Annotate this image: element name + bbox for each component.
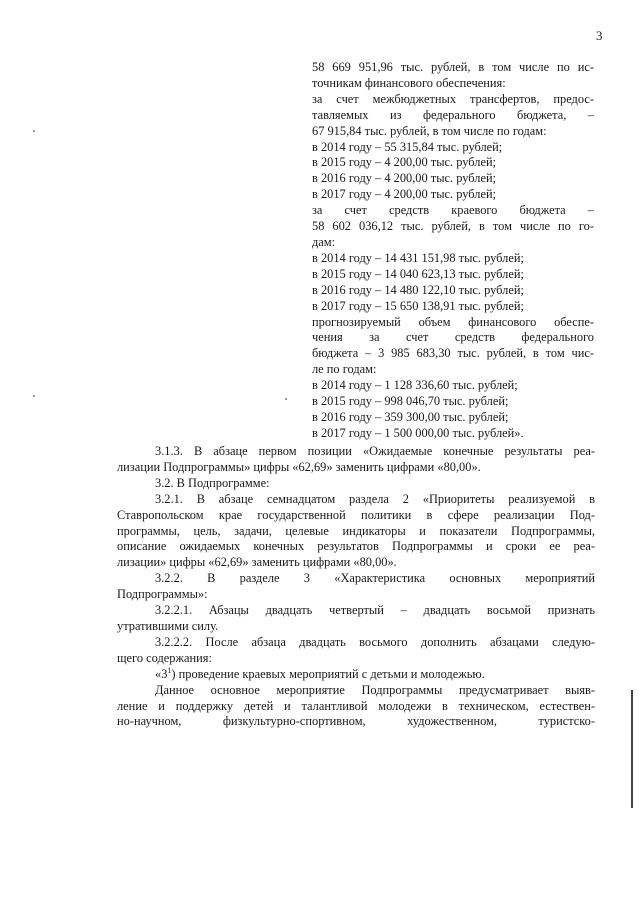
text-line: ление и поддержку детей и талантливой молодежи в техническом, естествен-: [117, 698, 595, 713]
paragraph-description: [117, 683, 595, 731]
budget-line: прогнозируемый объем финансового обеспе-: [312, 314, 594, 329]
scan-speck: [33, 395, 35, 397]
budget-line: точникам финансового обеспечения:: [312, 75, 506, 90]
budget-line: за счет средств краевого бюджета –: [312, 203, 594, 218]
budget-line: дам:: [312, 234, 336, 249]
paragraph-item-3-1: [117, 667, 595, 683]
budget-line: ле по годам:: [312, 362, 377, 377]
text-line: [117, 667, 595, 683]
budget-line: 67 915,84 тыс. рублей, в том числе по годам:: [312, 123, 547, 138]
budget-line: в 2016 году – 359 300,00 тыс. рублей;: [312, 409, 509, 424]
budget-line: тавляемых из федерального бюджета, –: [312, 107, 594, 122]
budget-line: в 2014 году – 1 128 336,60 тыс. рублей;: [312, 378, 518, 393]
scan-speck: [33, 130, 35, 132]
text-line: 3.2.2. В разделе 3 «Характеристика основных мероприятий: [155, 571, 595, 586]
budget-line: в 2017 году – 15 650 138,91 тыс. рублей;: [312, 298, 524, 313]
text-line: утратившими силу.: [117, 618, 219, 633]
item-number-superscript: 1: [167, 665, 172, 675]
text-line: описание ожидаемых конечных результатов Подпрограммы и сроки ее реа-: [117, 539, 595, 554]
text-line: щего содержания:: [117, 650, 212, 665]
budget-line: в 2016 году – 4 200,00 тыс. рублей;: [312, 171, 497, 186]
budget-line: 58 669 951,96 тыс. рублей, в том числе по ис-: [312, 60, 594, 74]
text-line: лизации» цифры «62,69» заменить цифрами «80,00».: [117, 555, 397, 570]
scan-edge-mark: [631, 690, 633, 808]
page-number: 3: [596, 28, 603, 43]
paragraph-3-2: [117, 476, 595, 492]
item-number-open: «3: [155, 666, 168, 681]
budget-line: за счет межбюджетных трансфертов, предос-: [312, 91, 594, 106]
paragraph-3-1-3: [117, 444, 595, 476]
budget-line: в 2014 году – 14 431 151,98 тыс. рублей;: [312, 250, 524, 265]
paragraph-3-2-2: [117, 571, 595, 603]
budget-line: 58 602 036,12 тыс. рублей, в том числе по го-: [312, 219, 594, 234]
paragraph-3-2-2-1: [117, 603, 595, 635]
text-line: 3.2.2.1. Абзацы двадцать четвертый – двадцать восьмой признать: [155, 603, 595, 618]
scan-speck: [285, 398, 287, 400]
text-line: программы, цель, задачи, целевые индикаторы и показатели Подпрограммы,: [117, 523, 595, 538]
budget-line: в 2014 году – 55 315,84 тыс. рублей;: [312, 139, 503, 154]
budget-line: в 2015 году – 998 046,70 тыс. рублей;: [312, 394, 509, 409]
budget-line: бюджета – 3 985 683,30 тыс. рублей, в том чис-: [312, 346, 594, 361]
text-line: 3.2.1. В абзаце семнадцатом раздела 2 «Приоритеты реализуемой в: [155, 491, 595, 506]
text-line: но-научном, физкультурно-спортивном, художественном, туристско-: [117, 714, 595, 729]
text-line: 3.1.3. В абзаце первом позиции «Ожидаемые конечные результаты реа-: [155, 444, 595, 458]
paragraph-3-2-1: [117, 492, 595, 572]
budget-line: чения за счет средств федерального: [312, 330, 594, 345]
text-line: Данное основное мероприятие Подпрограммы предусматривает выяв-: [155, 682, 595, 697]
item-text: ) проведение краевых мероприятий с детьми и молодежью.: [171, 666, 485, 681]
text-line: 3.2. В Подпрограмме:: [155, 475, 270, 490]
budget-line: в 2016 году – 14 480 122,10 тыс. рублей;: [312, 282, 524, 297]
text-line: Ставропольском крае государственной политики в сфере реализации Под-: [117, 507, 595, 522]
text-line: 3.2.2.2. После абзаца двадцать восьмого дополнить абзацами следую-: [155, 634, 595, 649]
amendments-text: [117, 444, 595, 730]
paragraph-3-2-2-2: [117, 635, 595, 667]
budget-line: в 2015 году – 4 200,00 тыс. рублей;: [312, 155, 497, 170]
text-line: Подпрограммы»:: [117, 587, 208, 602]
budget-line: в 2015 году – 14 040 623,13 тыс. рублей;: [312, 266, 524, 281]
text-line: лизации Подпрограммы» цифры «62,69» заменить цифрами «80,00».: [117, 459, 481, 474]
budget-line: в 2017 году – 4 200,00 тыс. рублей;: [312, 187, 497, 202]
budget-line: в 2017 году – 1 500 000,00 тыс. рублей».: [312, 425, 524, 440]
budget-financing-block: [312, 60, 594, 442]
